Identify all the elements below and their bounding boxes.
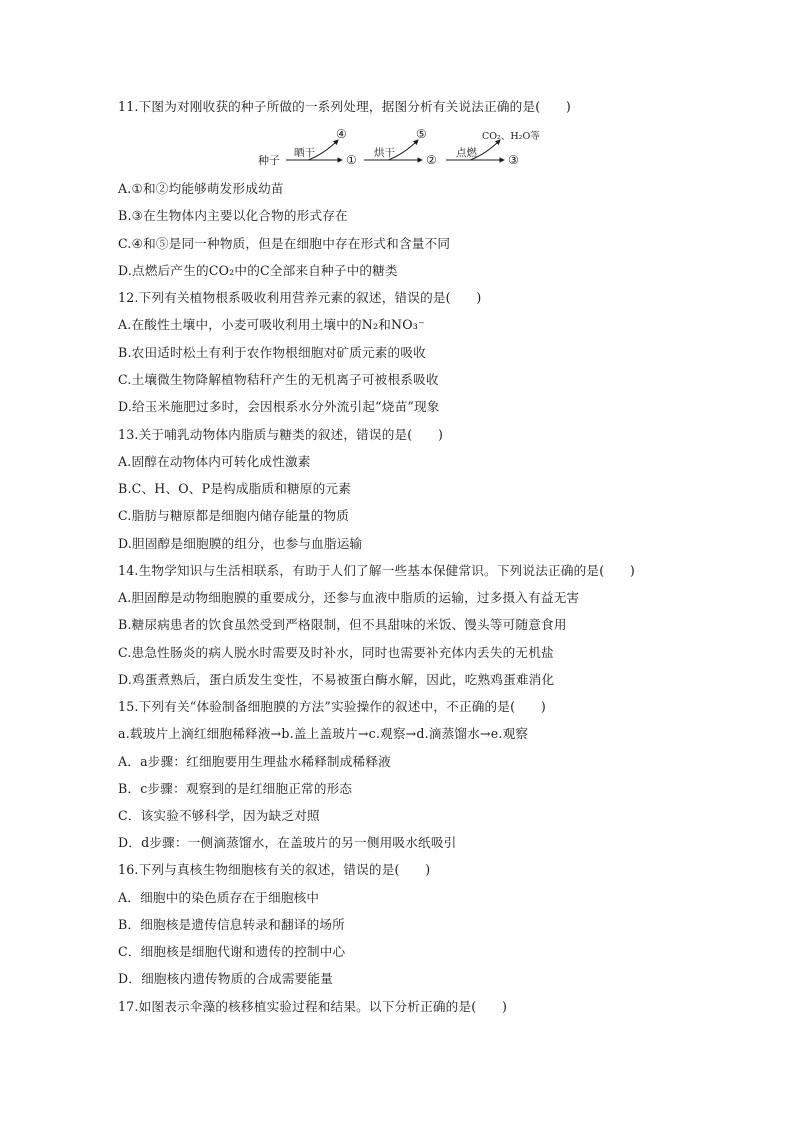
q16-option-c: C．细胞核是细胞代谢和遗传的控制中心 — [118, 944, 346, 959]
q11-option-a: A.①和②均能够萌发形成幼苗 — [118, 181, 284, 196]
q15-option-c: C．该实验不够科学，因为缺乏对照 — [118, 808, 320, 823]
q15-option-b: B．c步骤：观察到的是红细胞正常的形态 — [118, 781, 353, 796]
q16-option-d: D．细胞核内遗传物质的合成需要能量 — [118, 971, 333, 986]
q14-option-d: D.鸡蛋煮熟后，蛋白质发生变性，不易被蛋白酶水解，因此，吃熟鸡蛋难消化 — [118, 672, 555, 687]
q16-option-b: B．细胞核是遗传信息转录和翻译的场所 — [118, 917, 345, 932]
q16-option-a: A．细胞中的染色质存在于细胞核中 — [118, 890, 320, 905]
question-17-stem: 17.如图表示伞藻的核移植实验过程和结果。以下分析正确的是( ) — [118, 999, 508, 1014]
q11-option-b: B.③在生物体内主要以化合物的形式存在 — [118, 208, 348, 223]
question-11-stem: 11.下图为对刚收获的种子所做的一系列处理，据图分析有关说法正确的是( ) — [118, 99, 572, 114]
node-5: ⑤ — [416, 127, 427, 141]
q14-option-a: A.胆固醇是动物细胞膜的重要成分，还参与血液中脂质的运输，过多摄入有益无害 — [118, 590, 580, 605]
node-4: ④ — [336, 127, 347, 141]
node-3: ③ — [508, 153, 519, 167]
q13-option-a: A.固醇在动物体内可转化成性激素 — [118, 454, 311, 469]
q11-option-c: C.④和⑤是同一种物质，但是在细胞中存在形式和含量不同 — [118, 236, 451, 251]
q12-option-a: A.在酸性土壤中，小麦可吸收利用土壤中的N₂和NO₃⁻ — [118, 317, 425, 332]
question-12-stem: 12.下列有关植物根系吸收利用营养元素的叙述，错误的是( ) — [118, 290, 482, 305]
seed-processing-diagram — [250, 126, 560, 174]
step-ignite-label: 点燃 — [456, 147, 477, 159]
node-2: ② — [426, 153, 437, 167]
q15-steps: a.载玻片上滴红细胞稀释液→b.盖上盖玻片→c.观察→d.滴蒸馏水→e.观察 — [118, 726, 529, 741]
q15-option-a: A．a步骤：红细胞要用生理盐水稀释制成稀释液 — [118, 754, 391, 769]
q12-option-b: B.农田适时松土有利于农作物根细胞对矿质元素的吸收 — [118, 345, 426, 360]
q15-option-d: D．d步骤：一侧滴蒸馏水，在盖玻片的另一侧用吸水纸吸引 — [118, 835, 457, 850]
step-sun-dry-label: 晒干 — [294, 147, 315, 159]
q14-option-c: C.患急性肠炎的病人脱水时需要及时补水，同时也需要补充体内丢失的无机盐 — [118, 645, 554, 660]
question-13-stem: 13.关于哺乳动物体内脂质与糖类的叙述，错误的是( ) — [118, 427, 444, 442]
q14-option-b: B.糖尿病患者的饮食虽然受到严格限制，但不具甜味的米饭、馒头等可随意食用 — [118, 617, 567, 632]
step-oven-dry-label: 烘干 — [374, 147, 395, 159]
q11-option-d: D.点燃后产生的CO₂中的C全部来自种子中的糖类 — [118, 263, 398, 278]
q12-option-d: D.给玉米施肥过多时，会因根系水分外流引起“烧苗”现象 — [118, 399, 440, 414]
q13-option-d: D.胆固醇是细胞膜的组分，也参与血脂运输 — [118, 536, 363, 551]
question-15-stem: 15.下列有关“体验制备细胞膜的方法”实验操作的叙述中，不正确的是( ) — [118, 699, 546, 714]
seed-label: 种子 — [258, 154, 280, 167]
q13-option-c: C.脂肪与糖原都是细胞内储存能量的物质 — [118, 508, 350, 523]
node-1: ① — [346, 153, 357, 167]
question-16-stem: 16.下列与真核生物细胞核有关的叙述，错误的是( ) — [118, 862, 431, 877]
q12-option-c: C.土壤微生物降解植物秸秆产生的无机离子可被根系吸收 — [118, 372, 439, 387]
products-label: CO₂、H₂O等 — [482, 131, 540, 142]
question-14-stem: 14.生物学知识与生活相联系，有助于人们了解一些基本保健常识。下列说法正确的是( ) — [118, 563, 636, 578]
q13-option-b: B.C、H、O、P是构成脂质和糖原的元素 — [118, 481, 351, 496]
